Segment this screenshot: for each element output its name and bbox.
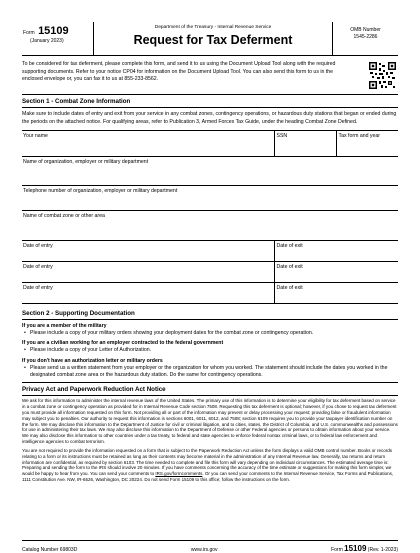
date-exit-field-2[interactable] xyxy=(274,262,398,283)
form-number: 15109 xyxy=(38,25,69,37)
military-heading: If you are a member of the military xyxy=(22,323,107,330)
title-box xyxy=(94,22,332,55)
civilian-heading: If you are a civilian working for an employer contracted to the federal government xyxy=(22,340,224,347)
form-date: (January 2023) xyxy=(30,38,64,44)
date-entry-field-2[interactable] xyxy=(22,262,274,283)
ssn-field[interactable] xyxy=(274,131,336,157)
date-exit-field-1[interactable] xyxy=(274,241,398,262)
footer-form-id: Form 15109 (Rev. 1-2023) xyxy=(331,544,398,553)
your-name-field[interactable] xyxy=(22,131,274,157)
no-auth-bullet: • Please send us a written statement from your employer or the organization for whom you worked. The statement should include the dates you worked in the designated combat zone area or the hazardous duty station. Do the same for contingency operations. xyxy=(22,365,398,380)
combat-zone-label: Name of combat zone or other area xyxy=(23,213,105,220)
tax-form-year-field[interactable] xyxy=(336,131,398,157)
form-title: Request for Tax Deferment xyxy=(133,33,293,47)
form-page xyxy=(22,22,398,553)
privacy-paragraph-1: We ask for this information to administer the internal revenue laws of the United States. The primary use of this information is to determine your eligibility for tax deferment based on service in a combat zone or contingency operation as provided for in Internal Revenue Code section 7508. Requesting this tax deferment is optional; however, if you chose to request tax deferment you must provide all information requested on this form. Not providing all or part of the information may prevent or delay processing your request; providing false or fraudulent information may subject you to penalties. Our authority to request this information is sections 6001, 6011, 6012, and 7508; section 6109 requires you to provide your taxpayer identification number on the form. We may disclose this information to the Department of Justice for civil or criminal litigation, and to cities, states, the District of Columbia, and U.S. commonwealths and possessions for use in administering their tax laws. We may also disclose this information to the Department of Defense or other Federal agencies or persons to obtain information about your service. We may also disclose this information to other countries under a tax treaty, to federal and state agencies to enforce federal nontax criminal laws, or to federal law enforcement and intelligence agencies to combat terrorism. xyxy=(22,398,398,445)
agency-line: Department of the Treasury - Internal Revenue Service xyxy=(154,25,272,30)
qr-code-icon xyxy=(369,62,396,89)
form-header xyxy=(22,22,398,56)
privacy-heading: Privacy Act and Paperwork Reduction Act Notice xyxy=(22,382,398,396)
military-bullet: • Please include a copy of your military orders showing your deployment dates for the combat zone or contingency operation. xyxy=(22,330,398,337)
date-entry-field-1[interactable] xyxy=(22,241,274,262)
ssn-label: SSN xyxy=(276,133,288,140)
footer-form-number: 15109 xyxy=(344,544,367,553)
omb-label: OMB Number xyxy=(350,27,381,33)
date-entry-label: Date of entry xyxy=(23,285,53,292)
omb-box xyxy=(332,22,398,55)
date-entry-field-3[interactable] xyxy=(22,283,274,304)
form-prefix: Form xyxy=(23,30,35,36)
date-exit-label: Date of exit xyxy=(276,285,303,292)
section1-heading: Section 1 - Combat Zone Information xyxy=(22,94,398,108)
org-name-field[interactable] xyxy=(22,157,398,186)
catalog-number: Catalog Number 69803D xyxy=(22,547,78,553)
date-exit-label: Date of exit xyxy=(276,243,303,250)
section1-instructions: Make sure to include dates of entry and exit from your service in any combat zones, contingency operations, or hazardous duty stations that began or ended during the periods on the attached notice. For qualifying areas, refer to Publication 3, Armed Forces Tax Guide, under the heading Combat Zone Defined. xyxy=(22,111,397,125)
date-exit-label: Date of exit xyxy=(276,264,303,271)
privacy-paragraph-2: You are not required to provide the information requested on a form that is subject to the Paperwork Reduction Act unless the form displays a valid OMB control number. Books or records relating to a form or its instructions must be retained as long as their contents may become material in the administration of any Internal Revenue law. Generally, tax returns and return information are confidential, as required by section 6103. The time needed to complete and file this form will vary depending on individual circumstances. The estimated average time is: Preparing and sending the form to the IRS should involve 20 minutes. If you have comments concerning the accuracy of the time estimate or suggestions for making this form simpler, we would be happy to hear from you. You can send your comments to IRS.gov/formcomments. Or you can send your comments to the Internal Revenue Service, Tax Forms and Publications, 1111 Constitution Ave. NW, IR-6526, Washington, DC 20224. Do not send Form 15109 to this office; follow the instructions on the form. xyxy=(22,447,394,483)
org-phone-field[interactable] xyxy=(22,186,398,211)
org-name-label: Name of organization, employer or military department xyxy=(23,159,149,166)
date-entry-label: Date of entry xyxy=(23,243,53,250)
tax-form-year-label: Tax form and year xyxy=(338,133,381,140)
form-comments-link[interactable]: IRS.gov/formcomments xyxy=(155,471,203,477)
combat-zone-table xyxy=(22,130,398,304)
footer-revision: (Rev. 1-2023) xyxy=(367,547,398,553)
combat-zone-field[interactable] xyxy=(22,211,398,241)
civilian-bullet: • Please include a copy of your Letter of Authorization. xyxy=(22,347,398,354)
your-name-label: Your name xyxy=(23,133,48,140)
date-exit-field-3[interactable] xyxy=(274,283,398,304)
omb-number: 1545-2286 xyxy=(353,33,378,40)
intro-block xyxy=(22,61,398,89)
form-footer xyxy=(22,540,398,553)
org-phone-label: Telephone number of organization, employer or military department xyxy=(23,188,178,195)
date-entry-label: Date of entry xyxy=(23,264,53,271)
no-auth-heading: If you don't have an authorization letter or military orders xyxy=(22,357,163,364)
intro-text: To be considered for tax deferment, please complete this form, and send it to us using the Document Upload Tool along with the required supporting documents. Refer to your notice CP04 for information on the Document Upload Tool. You can also send this form to us in the enclosed envelope or, you can fax it to us at 855-233-8562. xyxy=(22,61,336,83)
form-id-box xyxy=(22,22,94,55)
website: www.irs.gov xyxy=(190,547,218,553)
section2-heading: Section 2 - Supporting Documentation xyxy=(22,307,398,320)
